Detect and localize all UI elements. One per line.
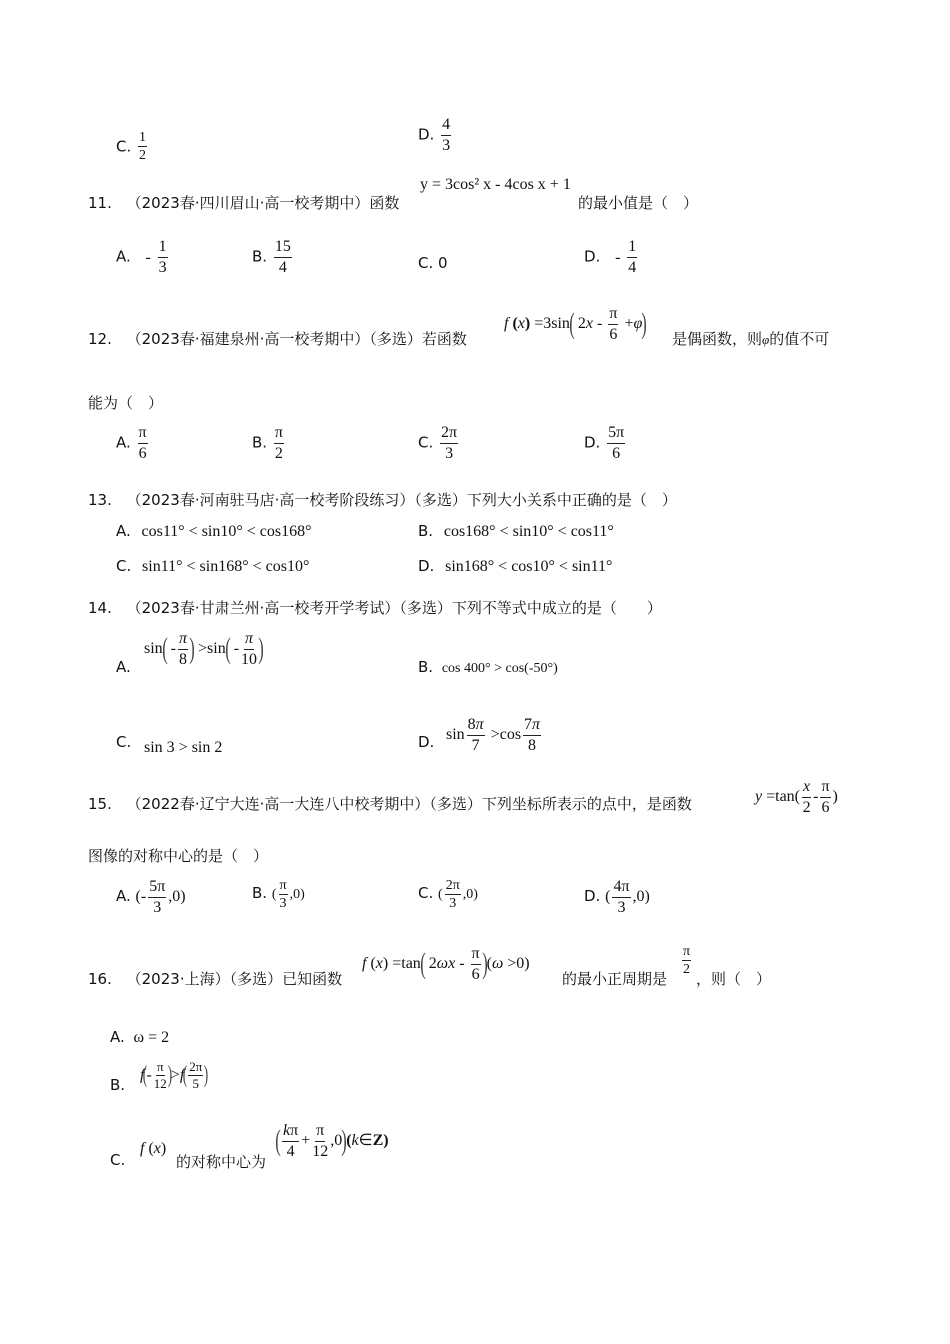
question-source: （2023春·福建泉州·高一校考期中）（多选）若函数 [126, 330, 467, 348]
question-source: （2023春·四川眉山·高一校考期中）函数 [126, 194, 400, 212]
option-label: B. [252, 247, 268, 266]
q12-option-a [116, 424, 150, 462]
q16-option-c-expr: ( $\frac{k\pi}{4}$ + $\frac{\pi}{12}$ ,0)(k∈Z) [275, 1122, 389, 1160]
q15-option-a: A. (- $\frac{5\pi}{3}$ ,0) [116, 878, 186, 916]
option-label: C. [418, 254, 434, 272]
q15-stem [88, 793, 692, 814]
q11-option-b [252, 238, 294, 276]
option-label: D. [584, 886, 601, 905]
q14-option-d-label: D. [418, 733, 435, 751]
option-label: B. [418, 658, 434, 676]
q14-option-d-expr: sin $\frac{8\pi}{7}$ >cos $\frac{7\pi}{8}$ [446, 716, 541, 754]
q16-period: $\frac{\pi}{2}$ [683, 944, 691, 978]
option-label: C. [116, 733, 132, 751]
option-label: D. [584, 247, 601, 266]
q13-option-b: B. cos168° < sin10° < cos11° [418, 522, 614, 540]
q12-option-b [252, 424, 286, 462]
q16-option-b-label: B. [110, 1076, 126, 1094]
fraction: $\frac{1}{2}$ [139, 130, 147, 164]
fraction: $\frac{15}{4}$ [274, 238, 291, 276]
q11-stem [88, 192, 399, 213]
question-number: 16. [88, 970, 112, 988]
question-number: 15. [88, 795, 112, 813]
q12-option-c [418, 424, 460, 462]
fraction: $\frac{\pi}{6}$ [138, 424, 147, 462]
q14-option-a-expr: sin( - $\frac{\pi}{8}$ ) >sin( - $\frac{\pi}{10}$ ) [144, 630, 264, 668]
q16-tail2: ，则（ ） [696, 970, 772, 988]
q12-stem [88, 328, 467, 349]
q16-option-c-text: 的对称中心为 [176, 1153, 267, 1171]
q15-stem-line2: 图像的对称中心的是（ ） [88, 847, 269, 865]
q16-stem [88, 968, 342, 989]
q16-option-a: A. ω = 2 [110, 1028, 170, 1046]
question-source: （2022春·辽宁大连·高一大连八中校考期中）（多选）下列坐标所表示的点中，是函数 [126, 795, 692, 813]
option-label: C. [116, 557, 132, 575]
option-label: B. [252, 884, 268, 903]
option-label: C. [116, 137, 132, 156]
q14-option-b: B. cos 400° > cos(-50°) [418, 658, 558, 676]
option-label: D. [418, 557, 435, 575]
question-number: 13. [88, 491, 112, 509]
fraction: $\frac{1}{3}$ [158, 238, 167, 276]
option-label: C. [418, 884, 434, 903]
q12-tail: 是偶函数，则φ的值不可 [672, 330, 830, 348]
question-number: 11. [88, 194, 112, 212]
q16-function: f (x) =tan( 2ωx - $\frac{\pi}{6}$ )(ω >0) [362, 945, 530, 983]
question-source: （2023春·河南驻马店·高一校考阶段练习）（多选）下列大小关系中正确的是（ ） [126, 491, 677, 509]
option-label: B. [252, 433, 268, 452]
fraction: $\frac{\pi}{2}$ [274, 424, 283, 462]
q10-option-c [116, 130, 149, 164]
option-label: A. [116, 433, 131, 452]
question-source: （2023春·甘肃兰州·高一校考开学考试）（多选）下列不等式中成立的是（ ） [126, 599, 662, 617]
option-label: A. [110, 1028, 125, 1046]
q13-option-d: D. sin168° < cos10° < sin11° [418, 557, 613, 575]
option-label: C. [418, 433, 434, 452]
q11-option-c: C. 0 [418, 254, 448, 272]
q11-function: y = 3cos² x - 4cos x + 1 [420, 176, 571, 193]
q12-function: f (x) =3sin( 2x - $\frac{\pi}{6}$ +φ) [504, 305, 648, 343]
q14-option-c [116, 733, 131, 751]
q16-option-c-label: C. [110, 1151, 126, 1169]
option-label: B. [418, 522, 434, 540]
q15-option-d: D. ( $\frac{4\pi}{3}$ ,0) [584, 878, 650, 916]
q12-option-d [584, 424, 627, 462]
q10-option-d [418, 116, 453, 154]
fraction: $\frac{1}{4}$ [628, 238, 637, 276]
q13-option-c: C. sin11° < sin168° < cos10° [116, 557, 310, 575]
option-label: D. [584, 433, 601, 452]
option-label: A. [116, 247, 131, 266]
q14-option-c-expr: sin 3 > sin 2 [144, 739, 223, 756]
q14-stem [88, 597, 662, 618]
question-number: 12. [88, 330, 112, 348]
q16-tail: 的最小正周期是 [562, 970, 668, 988]
fraction: $\frac{2\pi}{3}$ [441, 424, 458, 462]
q15-function: y =tan( $\frac{x}{2}$ - $\frac{\pi}{6}$ ) [755, 778, 838, 816]
fraction: $\frac{5\pi}{6}$ [608, 424, 625, 462]
fraction: $\frac{4}{3}$ [442, 116, 451, 154]
q11-option-a: A. - $\frac{1}{3}$ [116, 238, 167, 276]
q14-option-a-label: A. [116, 658, 131, 676]
question-number: 14. [88, 599, 112, 617]
option-label: A. [116, 886, 131, 905]
q16-option-c-fx: f (x) [140, 1140, 167, 1157]
q15-option-c: C. ( $\frac{2\pi}{3}$ ,0) [418, 878, 478, 912]
q13-stem [88, 489, 677, 510]
option-label: D. [418, 125, 435, 144]
q12-stem-line2: 能为（ ） [88, 394, 164, 412]
option-label: A. [116, 522, 131, 540]
q16-option-b-expr: f(- $\frac{\pi}{12}$ )>f( $\frac{2\pi}{5}$ ) [140, 1059, 209, 1092]
q13-option-a: A. cos11° < sin10° < cos168° [116, 522, 312, 540]
question-source: （2023·上海）（多选）已知函数 [126, 970, 343, 988]
q15-option-b: B. ( $\frac{\pi}{3}$ ,0) [252, 878, 305, 912]
q11-option-d: D. - $\frac{1}{4}$ [584, 238, 637, 276]
q11-tail: 的最小值是（ ） [578, 194, 699, 212]
